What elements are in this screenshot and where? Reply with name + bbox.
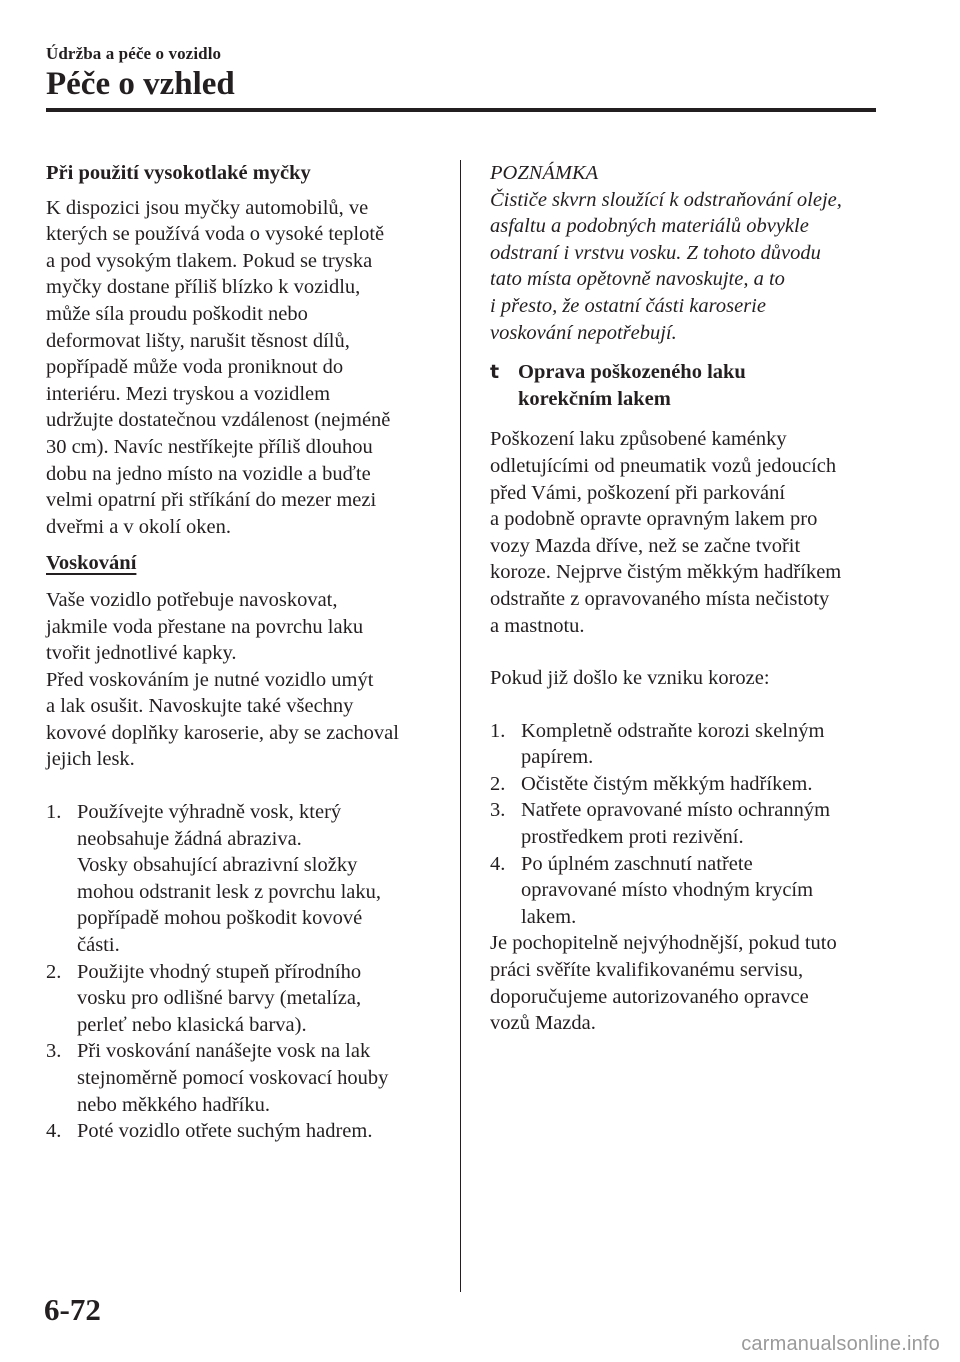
text-line: Čističe skvrn sloužící k odstraňování oleje,	[490, 188, 842, 211]
text-line: kovové doplňky karoserie, aby se zachoval	[46, 721, 399, 744]
text-line: prostředkem proti rezivění.	[521, 826, 744, 849]
text-line: deformovat lišty, narušit těsnost dílů,	[46, 329, 350, 352]
text-line: Natřete opravované místo ochranným	[521, 799, 831, 822]
text-line: Při voskování nanášejte vosk na lak	[77, 1040, 371, 1063]
list-item	[490, 718, 890, 771]
text-line: i přesto, že ostatní části karoserie	[490, 294, 766, 317]
text-line: odletujícími od pneumatik vozů jedoucích	[490, 454, 837, 477]
list-item-number: 2.	[46, 960, 62, 983]
text-line: a mastnotu.	[490, 614, 585, 637]
note-title: POZNÁMKA	[490, 162, 599, 184]
list-item-text	[77, 1118, 446, 1145]
text-line: lakem.	[521, 905, 577, 928]
list-item-text	[521, 771, 890, 798]
list-item-text	[77, 1038, 446, 1118]
page-number: 6-72	[44, 1292, 101, 1327]
waxing-heading: Voskování	[46, 552, 137, 575]
closing-paragraph	[490, 930, 890, 1036]
text-line: tato místa opětovně navoskujte, a to	[490, 268, 785, 291]
list-item-number: 2.	[490, 772, 506, 795]
text-line: Vaše vozidlo potřebuje navoskovat,	[46, 588, 338, 611]
text-line: tvořit jednotlivé kapky.	[46, 642, 237, 665]
text-line: stejnoměrně pomocí voskovací houby	[77, 1067, 389, 1089]
spacer	[490, 639, 890, 665]
text-line: Poškození laku způsobené kaménky	[490, 428, 787, 451]
text-line: popřípadě mohou poškodit kovové	[77, 907, 363, 930]
text-line: Použijte vhodný stupeň přírodního	[77, 960, 362, 983]
text-line: Před voskováním je nutné vozidlo umýt	[46, 668, 374, 691]
text-line: asfaltu a podobných materiálů obvykle	[490, 215, 809, 238]
left-column	[46, 160, 446, 1145]
repair-paragraph	[490, 426, 890, 639]
list-item	[490, 851, 890, 931]
pressure-washer-paragraph	[46, 195, 446, 541]
text-line: opravované místo vhodným krycím	[521, 879, 814, 902]
text-line: Poté vozidlo otřete suchým hadrem.	[77, 1120, 373, 1143]
repair-heading-text	[518, 359, 890, 412]
text-line: a lak osušit. Navoskujte také všechny	[46, 695, 354, 718]
list-item	[46, 1038, 446, 1118]
text-line: Vosky obsahující abrazivní složky	[77, 854, 358, 877]
column-divider	[460, 160, 461, 1292]
text-line: dobu na jedno místo na vozidle a buďte	[46, 462, 371, 485]
text-line: doporučujeme autorizovaného opravce	[490, 985, 809, 1008]
spacer	[490, 692, 890, 718]
text-line: dveřmi a v okolí oken.	[46, 515, 232, 538]
text-line: jejich lesk.	[46, 748, 135, 771]
list-item-text	[77, 959, 446, 1039]
list-item-text	[77, 799, 446, 959]
text-line: velmi opatrní při stříkání do mezer mezi	[46, 489, 377, 512]
text-line: Kompletně odstraňte korozi skelným	[521, 719, 825, 742]
text-line: vozy Mazda dříve, než se začne tvořit	[490, 534, 801, 557]
text-line: odstraní i vrstvu vosku. Z tohoto důvodu	[490, 241, 821, 264]
text-line: koroze. Nejprve čistým měkkým hadříkem	[490, 561, 842, 584]
waxing-paragraph	[46, 587, 446, 773]
text-line: K dispozici jsou myčky automobilů, ve	[46, 196, 369, 219]
text-line: a podobně opravte opravným lakem pro	[490, 508, 818, 531]
spacer	[46, 540, 446, 550]
list-item-number: 3.	[490, 799, 506, 822]
list-item-number: 3.	[46, 1040, 62, 1063]
list-item-text	[521, 797, 890, 850]
text-line: před Vámi, poškození při parkování	[490, 481, 786, 504]
list-item-text	[521, 851, 890, 931]
text-line: části.	[77, 934, 120, 957]
text-line: práci svěříte kvalifikovanému servisu,	[490, 959, 804, 982]
text-line: vosku pro odlišné barvy (metalíza,	[77, 987, 362, 1010]
list-item	[46, 1118, 446, 1145]
corrosion-steps-list	[490, 718, 890, 931]
list-item	[46, 799, 446, 959]
watermark: carmanualsonline.info	[741, 1333, 940, 1355]
text-line: může síla proudu poškodit nebo	[46, 302, 308, 325]
waxing-steps-list	[46, 799, 446, 1145]
text-line: interiéru. Mezi tryskou a vozidlem	[46, 382, 331, 405]
text-line: mohou odstranit lesk z povrchu laku,	[77, 880, 382, 903]
text-line: popřípadě může voda proniknout do	[46, 356, 344, 379]
breadcrumb: Údržba a péče o vozidlo	[46, 44, 222, 63]
text-line: perleť nebo klasická barva).	[77, 1013, 307, 1036]
text-line: nebo měkkého hadříku.	[77, 1093, 270, 1116]
pressure-washer-heading: Při použití vysokotlaké myčky	[46, 162, 311, 184]
list-item-number: 4.	[490, 852, 506, 875]
text-line: Po úplném zaschnutí natřete	[521, 852, 753, 875]
corrosion-intro: Pokud již došlo ke vzniku koroze:	[490, 667, 770, 690]
text-line: kterých se používá voda o vysoké teplotě	[46, 223, 385, 246]
text-line: neobsahuje žádná abraziva.	[77, 827, 302, 850]
section-marker-icon: t	[490, 361, 500, 384]
right-column	[490, 160, 890, 1037]
spacer	[46, 773, 446, 799]
text-line: 30 cm). Navíc nestříkejte příliš dlouhou	[46, 435, 373, 458]
list-item-number: 4.	[46, 1120, 62, 1143]
text-line: udržujte dostatečnou vzdálenost (nejméně	[46, 409, 391, 432]
text-line: myčky dostane příliš blízko k vozidlu,	[46, 276, 361, 299]
text-line: Je pochopitelně nejvýhodnější, pokud tuto	[490, 932, 837, 955]
title-rule	[46, 108, 876, 112]
note-paragraph	[490, 187, 890, 347]
list-item	[490, 771, 890, 798]
text-line: Očistěte čistým měkkým hadříkem.	[521, 772, 813, 795]
text-line: korekčním lakem	[518, 387, 671, 410]
text-line: papírem.	[521, 746, 594, 769]
text-line: a pod vysokým tlakem. Pokud se tryska	[46, 249, 373, 272]
list-item-number: 1.	[490, 719, 506, 742]
text-line: vozů Mazda.	[490, 1012, 596, 1035]
repair-section-heading	[490, 359, 890, 412]
list-item-text	[521, 718, 890, 771]
list-item	[46, 959, 446, 1039]
text-line: odstraňte z opravovaného místa nečistoty	[490, 587, 830, 610]
text-line: jakmile voda přestane na povrchu laku	[46, 615, 364, 638]
text-line: voskování nepotřebují.	[490, 321, 677, 344]
list-item	[490, 797, 890, 850]
page-title: Péče o vzhled	[46, 66, 235, 102]
text-line: Používejte výhradně vosk, který	[77, 801, 342, 824]
text-line: Oprava poškozeného laku	[518, 361, 746, 384]
list-item-number: 1.	[46, 801, 62, 824]
